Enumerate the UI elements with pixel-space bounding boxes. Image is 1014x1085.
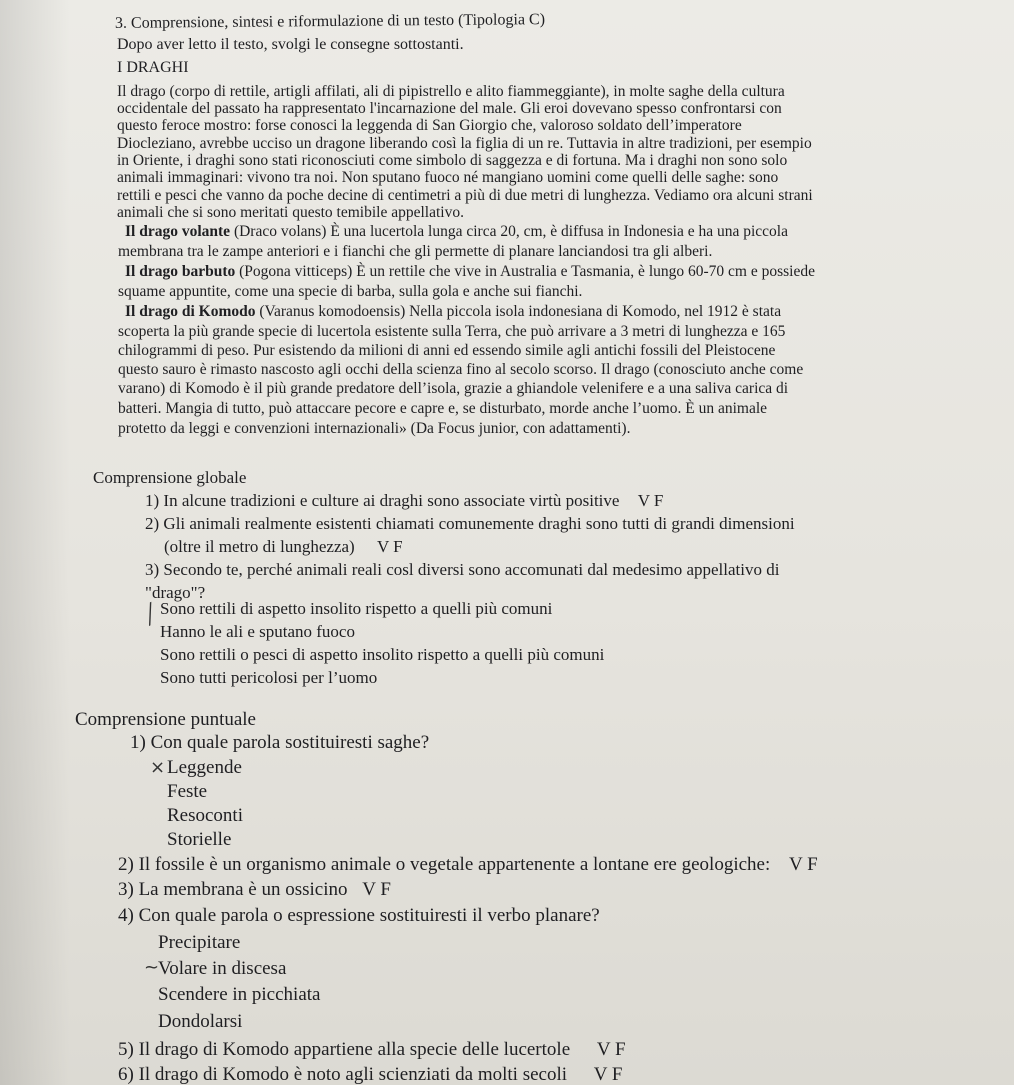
puntuale-q1-option-1[interactable]: Leggende — [167, 757, 242, 778]
species-line: varano) di Komodo è il più grande predatore dell’isola, grazie a ghiandole velenifere e a una saliva carica di — [118, 380, 789, 397]
puntuale-heading: Comprensione puntuale — [75, 709, 256, 730]
globale-q2-text-cont: (oltre il metro di lunghezza) — [164, 537, 355, 556]
passage-line: occidentale del passato ha rappresentato l'incarnazione del male. Gli eroi dovevano spesso confrontarsi con — [117, 100, 782, 117]
puntuale-q3-options[interactable]: V F — [362, 879, 391, 900]
globale-q3-option-4[interactable]: Sono tutti pericolosi per l’uomo — [160, 668, 378, 687]
globale-q3-text: 3) Secondo te, perché animali reali cosl diversi sono accomunati dal medesimo appellativo di — [145, 560, 780, 579]
globale-q3-text-cont: "drago"? — [145, 583, 206, 602]
passage-line: questo feroce mostro: forse conosci la leggenda di San Giorgio che, valoroso soldato dell’imperatore — [117, 117, 742, 134]
puntuale-q6-options[interactable]: V F — [593, 1064, 623, 1085]
species-description: (Draco volans) È una lucertola lunga circa 20, cm, è diffusa in Indonesia e ha una piccola — [233, 223, 788, 240]
section-heading: 3. Comprensione, sintesi e riformulazione di un testo (Tipologia C) — [114, 11, 546, 32]
species-line: chilogrammi di peso. Pur esistendo da milioni di anni ed essendo simile agli antichi fossili del Pleistocene — [118, 342, 776, 359]
puntuale-q2-options[interactable]: V F — [789, 854, 818, 875]
species-name: Il drago volante — [125, 223, 231, 240]
text-title: I DRAGHI — [117, 59, 189, 76]
globale-q1 — [145, 492, 663, 509]
species-entry — [125, 304, 781, 320]
puntuale-q3 — [118, 880, 391, 899]
check-mark: ~ — [144, 957, 160, 978]
instruction-text: Dopo aver letto il testo, svolgi le consegne sottostanti. — [117, 36, 464, 53]
species-line: batteri. Mangia di tutto, può attaccare pecore e capre e, se disturbato, morde anche l’uomo. È un animale — [118, 400, 768, 417]
species-entry — [125, 224, 788, 240]
species-line: membrana tra le zampe anteriori e i fianchi che gli permette di planare lanciandosi tra gli alberi. — [118, 243, 713, 260]
species-line: protetto da leggi e convenzioni internazionali» (Da Focus junior, con adattamenti). — [118, 420, 631, 437]
globale-q1-options[interactable]: V F — [637, 491, 664, 510]
puntuale-q3-text: 3) La membrana è un ossicino — [118, 879, 348, 900]
species-name: Il drago di Komodo — [125, 303, 256, 320]
puntuale-q4: 4) Con quale parola o espressione sostituiresti il verbo planare? — [118, 905, 600, 926]
passage-line: animali che si sono meritati questo temibile appellativo. — [117, 204, 464, 221]
passage-line: animali immaginari: vivono tra noi. Non sputano fuoco né mangiano uomini come quelli delle saghe: sono — [117, 169, 779, 186]
species-line: questo sauro è rimasto nascosto agli occhi della scienza fino al secolo scorso. Il drago (conosciuto anche come — [118, 361, 804, 378]
puntuale-q1: 1) Con quale parola sostituiresti saghe? — [130, 732, 430, 753]
passage-line: in Oriente, i draghi sono stati riconosciuti come simbolo di saggezza e di fortuna. Ma i draghi non sono solo — [117, 152, 788, 169]
species-entry — [125, 264, 815, 280]
puntuale-q2 — [118, 855, 818, 874]
species-line: scoperta la più grande specie di lucertola esistente sulla Terra, che può arrivare a 3 metri di lunghezza e 165 — [118, 323, 786, 340]
globale-q2-options[interactable]: V F — [376, 537, 403, 556]
species-line: squame appuntite, come una specie di barba, sulla gola e anche sui fianchi. — [118, 283, 583, 300]
globale-q2-cont — [164, 538, 403, 555]
globale-q1-text: 1) In alcune tradizioni e culture ai draghi sono associate virtù positive — [145, 491, 620, 510]
globale-q3-option-2[interactable]: Hanno le ali e sputano fuoco — [160, 622, 355, 641]
puntuale-q5-text: 5) Il drago di Komodo appartiene alla specie delle lucertole — [118, 1039, 571, 1060]
puntuale-q6-text: 6) Il drago di Komodo è noto agli scienziati da molti secoli — [118, 1064, 568, 1085]
globale-heading: Comprensione globale — [93, 468, 247, 487]
species-name: Il drago barbuto — [125, 263, 236, 280]
puntuale-q1-option-2[interactable]: Feste — [167, 781, 208, 802]
cross-mark: × — [150, 757, 166, 778]
check-mark: ╱ — [141, 602, 160, 627]
puntuale-q5 — [118, 1040, 626, 1059]
puntuale-q5-options[interactable]: V F — [596, 1039, 626, 1060]
species-description: (Pogona vitticeps) È un rettile che vive in Australia e Tasmania, è lungo 60-70 cm e possiede — [239, 263, 815, 280]
puntuale-q1-option-4[interactable]: Storielle — [167, 829, 232, 850]
puntuale-q1-option-3[interactable]: Resoconti — [167, 805, 243, 826]
puntuale-q4-option-4[interactable]: Dondolarsi — [158, 1011, 243, 1032]
puntuale-q4-option-1[interactable]: Precipitare — [158, 932, 241, 953]
globale-q3-option-1[interactable]: Sono rettili di aspetto insolito rispetto a quelli più comuni — [160, 599, 553, 618]
puntuale-q6 — [118, 1065, 623, 1084]
globale-q3-option-3[interactable]: Sono rettili o pesci di aspetto insolito rispetto a quelli più comuni — [160, 645, 605, 664]
page-shadow — [0, 0, 70, 1085]
puntuale-q4-option-2[interactable]: Volare in discesa — [158, 958, 287, 979]
species-description: (Varanus komodoensis) Nella piccola isola indonesiana di Komodo, nel 1912 è stata — [259, 303, 782, 320]
puntuale-q2-text: 2) Il fossile è un organismo animale o vegetale appartenente a lontane ere geologiche: — [118, 854, 771, 875]
passage-line: Diocleziano, avrebbe ucciso un dragone liberando così la figlia di un re. Tuttavia in altre tradizioni, per esempio — [117, 135, 812, 152]
passage-line: Il drago (corpo di rettile, artigli affilati, ali di pipistrello e alito fiammeggiante), in molte saghe della cultura — [117, 83, 785, 100]
globale-q2-text: 2) Gli animali realmente esistenti chiamati comunemente draghi sono tutti di grandi dimensioni — [145, 514, 795, 533]
puntuale-q4-option-3[interactable]: Scendere in picchiata — [158, 984, 321, 1005]
passage-line: rettili e pesci che vanno da poche decine di centimetri a più di due metri di lunghezza. Vediamo ora alcuni strani — [117, 187, 813, 204]
